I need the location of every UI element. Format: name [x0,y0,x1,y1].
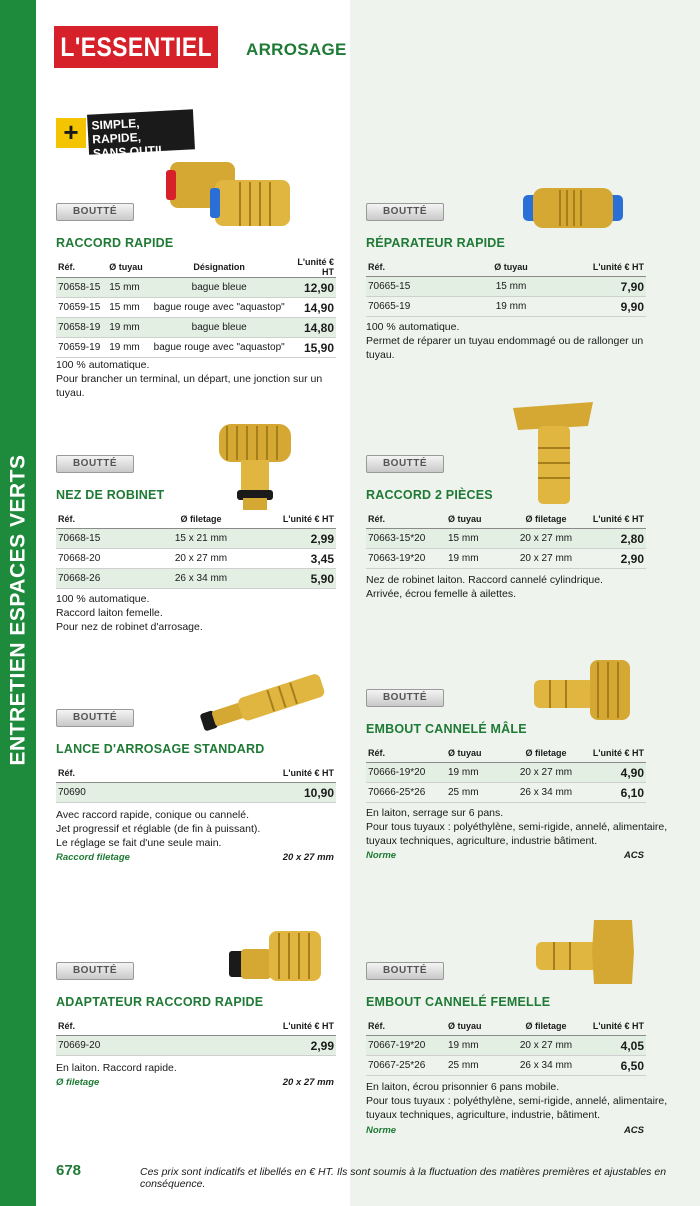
col-header: Réf. [366,257,460,277]
table-header [366,743,646,763]
col-header: Ø filetage [510,509,582,529]
table-row [366,783,646,803]
cell: 19 mm [446,549,510,569]
product-title: NEZ DE ROBINET [56,488,165,502]
spec-value: 20 x 27 mm [282,1077,334,1088]
ref-cell: 70668-26 [56,569,150,589]
cell: 25 mm [446,1056,510,1076]
spec-value: ACS [623,1125,644,1136]
product-description [366,320,666,362]
desc-line: Pour brancher un terminal, un départ, une jonction sur un tuyau. [56,373,323,399]
price-table [56,1016,336,1056]
table-row [56,529,336,549]
desc-line: En laiton, serrage sur 6 pans. [366,807,504,819]
price-cell: 7,90 [562,277,646,297]
cell: 26 x 34 mm [510,1056,582,1076]
ref-cell: 70659-15 [56,298,107,318]
cell: 19 mm [446,1036,510,1056]
cell: 20 x 27 mm [510,1036,582,1056]
desc-line: Permet de réparer un tuyau endommagé ou de rallonger un tuyau. [366,335,644,361]
table-header [56,257,336,278]
price-table [366,743,646,803]
plus-icon: + [56,118,86,148]
table-row [56,1036,336,1056]
side-tab-label: ENTRETIEN ESPACES VERTS [6,454,29,766]
price-cell: 15,90 [287,338,336,358]
spec-row [56,852,334,863]
ref-cell: 70663-15*20 [366,529,446,549]
price-table [56,509,336,589]
desc-line: tuyaux techniques, agriculture, industrie, bâtiment. [366,1109,601,1121]
product-title: RACCORD 2 PIÈCES [366,488,493,502]
logo-text: L'ESSENTIEL [60,31,212,62]
price-cell: 14,90 [287,298,336,318]
badge-text [87,109,195,161]
ref-cell: 70668-15 [56,529,150,549]
cell: 19 mm [446,763,510,783]
price-cell: 2,99 [252,529,336,549]
table-header [56,1016,336,1036]
col-header: Réf. [56,257,107,278]
desc-line: tuyaux techniques, agriculture, industrie bâtiment. [366,835,598,847]
desc-line: Nez de robinet laiton. Raccord cannelé cylindrique. [366,574,603,586]
brand-logo: BOUTTÉ [366,455,444,473]
cell: 15 mm [107,278,151,298]
col-header: Réf. [56,509,150,529]
brand-logo: BOUTTÉ [366,689,444,707]
table-row [366,1036,646,1056]
cell: 19 mm [107,318,151,338]
cell: bague bleue [152,278,287,298]
col-header: Désignation [152,257,287,278]
badge-line-1: SIMPLE, RAPIDE, [91,116,142,147]
spec-row [56,1077,334,1088]
col-header: Ø tuyau [446,743,510,763]
side-tab-label-wrap [2,450,34,770]
desc-line: 100 % automatique. [56,359,150,371]
brand-logo: BOUTTÉ [366,962,444,980]
product-description [56,1061,341,1075]
product-description [56,808,341,850]
ref-cell: 70666-19*20 [366,763,446,783]
desc-line: Pour tous tuyaux : polyéthylène, semi-rigide, annelé, alimentaire, [366,821,668,833]
table-row [56,549,336,569]
price-cell: 10,90 [252,783,336,803]
ref-cell: 70668-20 [56,549,150,569]
product-title: EMBOUT CANNELÉ FEMELLE [366,995,551,1009]
price-cell: 12,90 [287,278,336,298]
spec-row [366,1125,644,1136]
price-table [366,257,646,317]
col-header: Réf. [366,509,446,529]
product-title: ADAPTATEUR RACCORD RAPIDE [56,995,264,1009]
spec-value: 20 x 27 mm [282,852,334,863]
table-row [366,277,646,297]
col-header: Ø tuyau [446,509,510,529]
cell: 15 mm [446,529,510,549]
brand-logo: BOUTTÉ [56,709,134,727]
desc-line: Pour tous tuyaux : polyéthylène, semi-rigide, annelé, alimentaire, [366,1095,668,1107]
spec-key: Ø filetage [56,1077,100,1088]
price-cell: 14,80 [287,318,336,338]
table-row [56,318,336,338]
col-header: Réf. [56,763,252,783]
table-row [56,298,336,318]
table-row [366,549,646,569]
spec-key: Norme [366,850,397,861]
desc-line: Arrivée, écrou femelle à ailettes. [366,588,516,600]
lance-image [190,660,330,740]
price-table [366,509,646,569]
brand-logo: BOUTTÉ [56,962,134,980]
col-header: Ø filetage [510,743,582,763]
desc-line: Jet progressif et réglable (de fin à puissant). [56,823,261,835]
desc-line: En laiton. Raccord rapide. [56,1062,177,1074]
product-description [56,592,341,634]
embout-femelle-image [532,912,637,992]
price-cell: 3,45 [252,549,336,569]
cell: 15 mm [460,277,562,297]
table-row [56,569,336,589]
product-description [56,358,341,400]
price-cell: 4,05 [582,1036,646,1056]
ref-cell: 70666-25*26 [366,783,446,803]
product-title: EMBOUT CANNELÉ MÂLE [366,722,527,736]
cell: 19 mm [107,338,151,358]
table-row [366,1056,646,1076]
embout-male-image [530,650,635,730]
cell: 25 mm [446,783,510,803]
raccord-2-pieces-image [508,398,598,508]
desc-line: Raccord laiton femelle. [56,607,163,619]
col-header: Ø filetage [150,509,252,529]
ref-cell: 70669-20 [56,1036,252,1056]
cell: 20 x 27 mm [150,549,252,569]
col-header: L'unité € HT [562,257,646,277]
feature-badge [56,112,194,161]
ref-cell: 70659-19 [56,338,107,358]
desc-line: Pour nez de robinet d'arrosage. [56,621,203,633]
spec-key: Norme [366,1125,397,1136]
cell: 19 mm [460,297,562,317]
product-description [366,573,666,601]
page-number: 678 [56,1162,82,1179]
ref-cell: 70667-19*20 [366,1036,446,1056]
price-cell: 5,90 [252,569,336,589]
price-table [56,257,336,358]
col-header: Ø tuyau [460,257,562,277]
cell: 20 x 27 mm [510,549,582,569]
col-header: Ø filetage [510,1016,582,1036]
ref-cell: 70690 [56,783,252,803]
spec-row [366,850,644,861]
price-cell: 9,90 [562,297,646,317]
cell: 20 x 27 mm [510,763,582,783]
product-title: RACCORD RAPIDE [56,236,174,250]
cell: 26 x 34 mm [150,569,252,589]
price-table [366,1016,646,1076]
logo [54,26,218,68]
desc-line: En laiton, écrou prisonnier 6 pans mobile. [366,1081,560,1093]
col-header: Ø tuyau [446,1016,510,1036]
brand-logo: BOUTTÉ [56,455,134,473]
desc-line: 100 % automatique. [56,593,150,605]
cell: 26 x 34 mm [510,783,582,803]
cell: bague rouge avec "aquastop" [152,338,287,358]
table-row [56,338,336,358]
product-title: RÉPARATEUR RAPIDE [366,236,506,250]
ref-cell: 70658-19 [56,318,107,338]
col-header: L'unité € HT [582,509,646,529]
table-header [56,763,336,783]
desc-line: 100 % automatique. [366,321,460,333]
price-cell: 2,80 [582,529,646,549]
reparateur-image [515,180,630,235]
col-header: L'unité € HT [287,257,336,278]
col-header: Réf. [56,1016,252,1036]
price-table [56,763,336,803]
col-header: L'unité € HT [252,1016,336,1036]
nez-robinet-image [205,420,305,512]
table-header [366,1016,646,1036]
product-description [366,1080,676,1122]
price-cell: 2,99 [252,1036,336,1056]
col-header: L'unité € HT [252,509,336,529]
col-header: Réf. [366,743,446,763]
cell: bague bleue [152,318,287,338]
ref-cell: 70663-19*20 [366,549,446,569]
table-row [56,278,336,298]
brand-logo: BOUTTÉ [366,203,444,221]
ref-cell: 70665-15 [366,277,460,297]
table-header [56,509,336,529]
table-row [366,529,646,549]
badge-line-2: SANS OUTIL [92,142,167,161]
cell: bague rouge avec "aquastop" [152,298,287,318]
spec-key: Raccord filetage [56,852,130,863]
cell: 20 x 27 mm [510,529,582,549]
price-cell: 6,50 [582,1056,646,1076]
price-cell: 2,90 [582,549,646,569]
price-cell: 6,10 [582,783,646,803]
spec-value: ACS [623,850,644,861]
cell: 15 x 21 mm [150,529,252,549]
table-row [56,783,336,803]
ref-cell: 70665-19 [366,297,460,317]
col-header: L'unité € HT [582,1016,646,1036]
product-description [366,806,676,848]
table-row [366,763,646,783]
footer-disclaimer: Ces prix sont indicatifs et libellés en € HT. Ils sont soumis à la fluctuation des matières premières et ajustables en conséquence. [140,1166,667,1190]
product-title: LANCE D'ARROSAGE STANDARD [56,742,265,756]
col-header: Réf. [366,1016,446,1036]
ref-cell: 70658-15 [56,278,107,298]
brand-logo: BOUTTÉ [56,203,134,221]
col-header: L'unité € HT [252,763,336,783]
col-header: Ø tuyau [107,257,151,278]
desc-line: Le réglage se fait d'une seule main. [56,837,222,849]
cell: 15 mm [107,298,151,318]
table-header [366,509,646,529]
table-header [366,257,646,277]
adaptateur-image [225,915,325,990]
col-header: L'unité € HT [582,743,646,763]
section-title: ARROSAGE [246,40,347,59]
raccord-rapide-image [160,150,305,235]
price-cell: 4,90 [582,763,646,783]
ref-cell: 70667-25*26 [366,1056,446,1076]
table-row [366,297,646,317]
desc-line: Avec raccord rapide, conique ou cannelé. [56,809,250,821]
